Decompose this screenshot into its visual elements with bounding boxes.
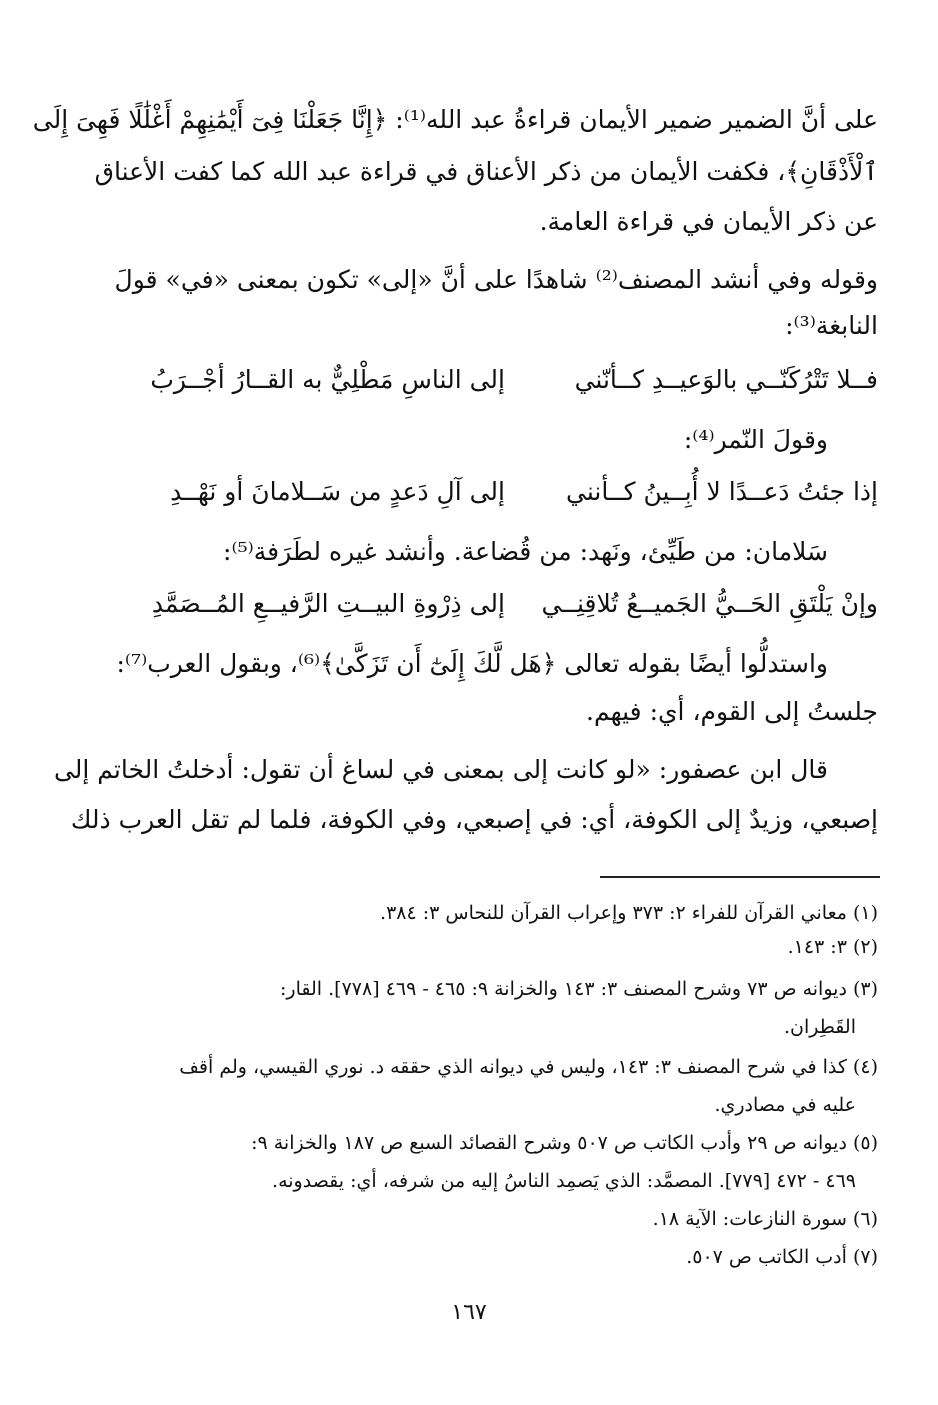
footnote-7: (٧) أدب الكاتب ص ٥٠٧.: [686, 1246, 878, 1268]
footnote-4: (٤) كذا في شرح المصنف ٣: ١٤٣، وليس في ديوانه الذي حققه د. نوري القيسي، ولم أقف: [179, 1056, 878, 1078]
body-line-7: سَلامان: من طَيِّئ، ونَهد: من قُضاعة. وأنشد غيره لطَرَفة⁽⁵⁾:: [223, 537, 828, 566]
body-line-1: على أنَّ الضمير ضمير الأيمان قراءةُ عبد الله⁽¹⁾: ﴿إِنَّا جَعَلْنَا فِىٓ أَيْمَٰنِهِمْ أَغْلَٰلًا فَهِىَ إِلَى: [32, 105, 878, 134]
page-number: ١٦٧: [451, 1300, 487, 1325]
footnote-4-continued: عليه في مصادري.: [714, 1094, 856, 1116]
verse-2-second-hemistich: إلى آلِ دَعدٍ من سَــلامانَ أو نَهْــدِ: [170, 477, 505, 506]
verse-1-second-hemistich: إلى الناسِ مَطْلِيٌّ به القــارُ أجْــرَبُ: [150, 365, 505, 394]
body-line-11: إصبعي، وزيدٌ إلى الكوفة، أي: في إصبعي، وفي الكوفة، فلما لم تقل العرب ذلك: [70, 805, 878, 834]
footnote-5-continued: ٤٦٩ - ٤٧٢ [٧٧٩]. المصمَّد: الذي يَصمِد الناسُ إليه من شرفه، أي: يقصدونه.: [272, 1170, 856, 1192]
footnote-3: (٣) ديوانه ص ٧٣ وشرح المصنف ٣: ١٤٣ والخزانة ٩: ٤٦٥ - ٤٦٩ [٧٧٨]. القار:: [280, 978, 878, 1000]
verse-3-first-hemistich: وإنْ يَلْتَقِ الحَــيُّ الجَميــعُ تُلاقِنِــي: [541, 589, 878, 618]
body-line-10: قال ابن عصفور: «لو كانت إلى بمعنى في لساغ أن تقول: أدخلتُ الخاتم إلى: [53, 755, 828, 784]
body-line-9: جلستُ إلى القوم، أي: فيهم.: [586, 697, 878, 726]
footnote-3-continued: القَطِران.: [783, 1016, 856, 1038]
verse-3-second-hemistich: إلى ذِرْوةِ البيــتِ الرَّفيــعِ المُــصَمَّدِ: [151, 589, 505, 618]
body-line-5: النابغة⁽³⁾:: [785, 311, 878, 340]
body-line-2: ٱلْأَذْقَانِ﴾، فكفت الأيمان من ذكر الأعناق في قراءة عبد الله كما كفت الأعناق: [94, 157, 878, 186]
body-line-6: وقولَ النّمر⁽⁴⁾:: [683, 425, 828, 454]
body-line-4: وقوله وفي أنشد المصنف⁽²⁾ شاهدًا على أنَّ «إلى» تكون بمعنى «في» قولَ: [114, 265, 878, 294]
body-line-3: عن ذكر الأيمان في قراءة العامة.: [539, 207, 878, 236]
footnote-6: (٦) سورة النازعات: الآية ١٨.: [652, 1208, 878, 1230]
verse-1-first-hemistich: فــلا تَتْرُكَنّــي بالوَعيــدِ كــأنّني: [574, 365, 878, 394]
footnote-2: (٢) ٣: ١٤٣.: [787, 936, 878, 958]
footnote-5: (٥) ديوانه ص ٢٩ وأدب الكاتب ص ٥٠٧ وشرح القصائد السبع ص ١٨٧ والخزانة ٩:: [251, 1132, 878, 1154]
footnote-1: (١) معاني القرآن للفراء ٢: ٣٧٣ وإعراب القرآن للنحاس ٣: ٣٨٤.: [380, 902, 878, 924]
verse-2-first-hemistich: إذا جئتُ دَعــدًا لا أُبِــينُ كــأنني: [566, 477, 878, 506]
footnote-separator: [600, 876, 880, 878]
body-line-8: واستدلُّوا أيضًا بقوله تعالى ﴿هَل لَّكَ إِلَىٰٓ أَن تَزَكَّىٰ﴾⁽⁶⁾، وبقول العرب⁽⁷⁾:: [116, 649, 828, 678]
